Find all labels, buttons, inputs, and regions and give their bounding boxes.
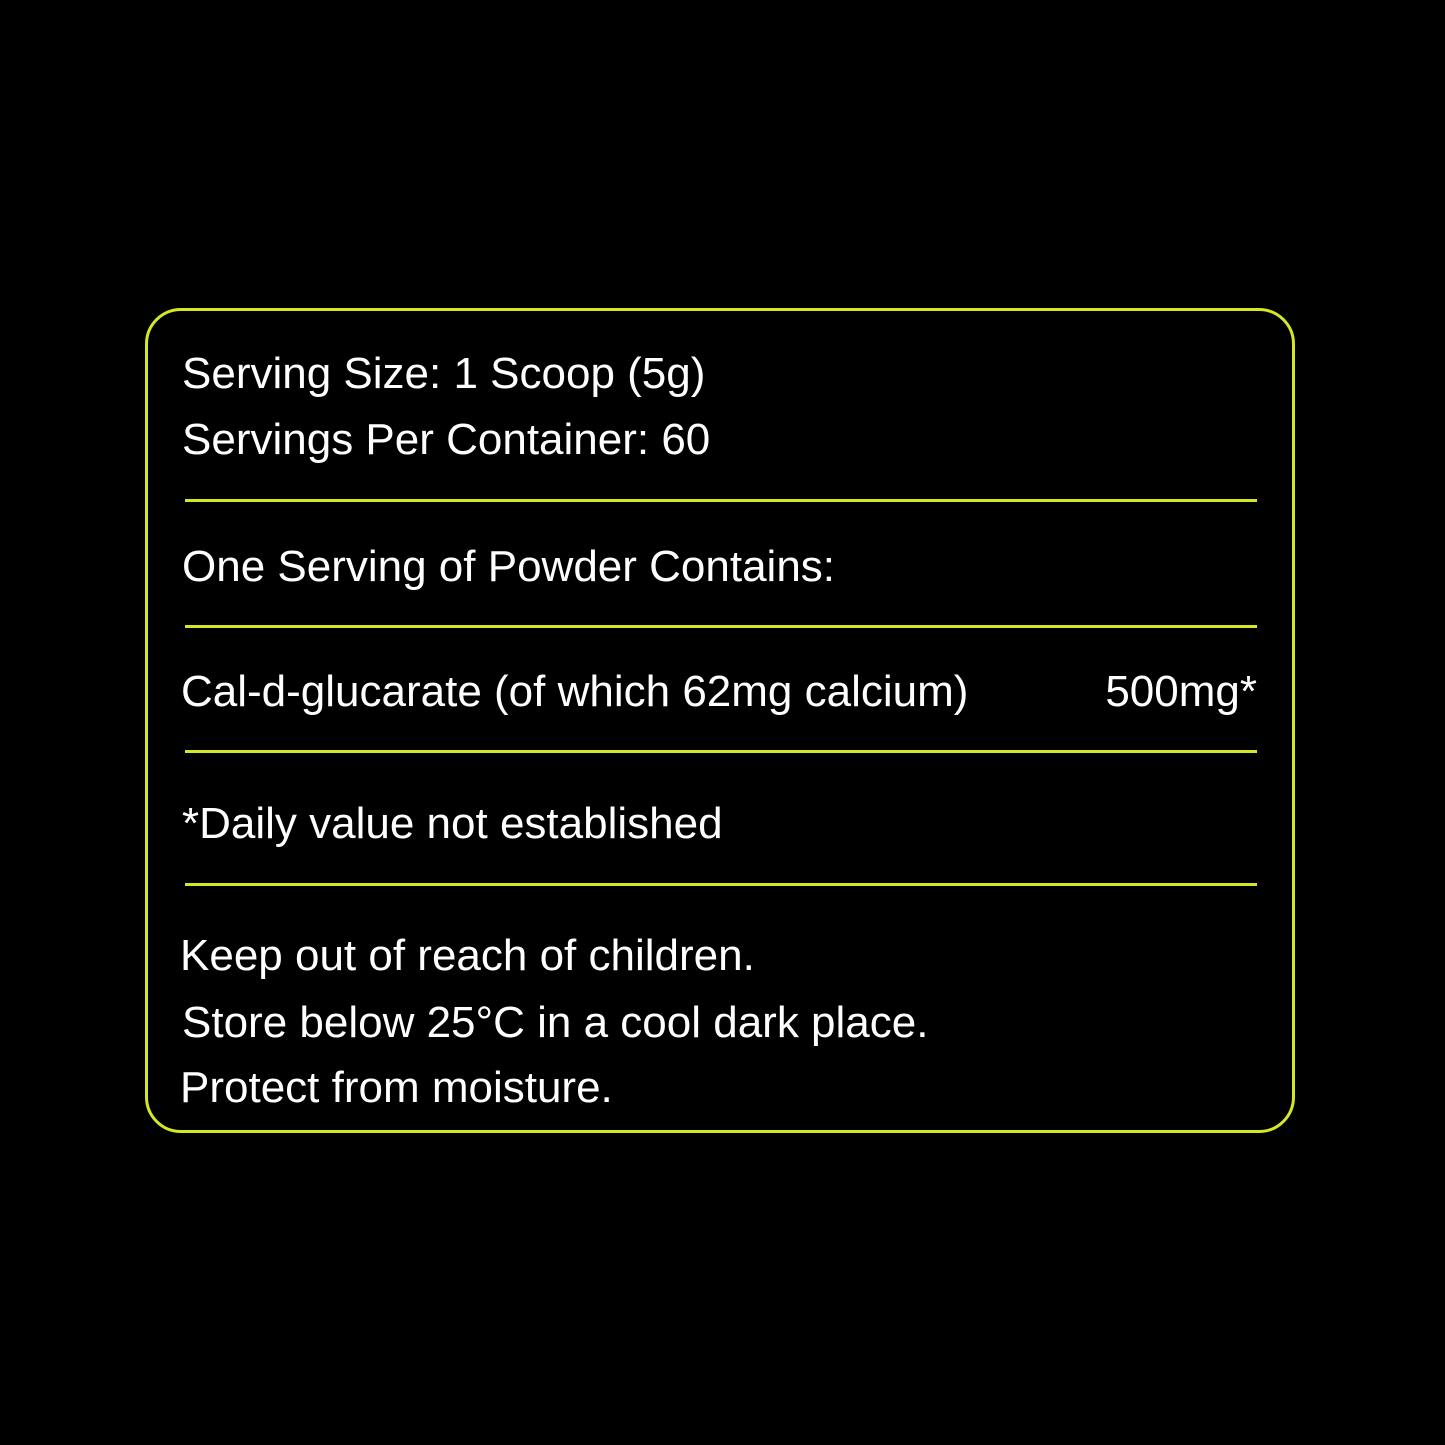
serving-size: Serving Size: 1 Scoop (5g) bbox=[182, 349, 706, 398]
divider bbox=[185, 625, 1257, 628]
divider bbox=[185, 499, 1257, 502]
divider bbox=[185, 883, 1257, 886]
ingredient-amount: 500mg* bbox=[1105, 667, 1257, 716]
servings-per-container: Servings Per Container: 60 bbox=[182, 415, 711, 464]
daily-value-footnote: *Daily value not established bbox=[182, 799, 723, 848]
warning-children: Keep out of reach of children. bbox=[180, 931, 755, 980]
warning-moisture: Protect from moisture. bbox=[180, 1063, 613, 1112]
divider bbox=[185, 750, 1257, 753]
ingredient-name: Cal-d-glucarate (of which 62mg calcium) bbox=[181, 667, 969, 716]
contents-heading: One Serving of Powder Contains: bbox=[182, 542, 836, 591]
warning-storage: Store below 25°C in a cool dark place. bbox=[182, 998, 929, 1047]
